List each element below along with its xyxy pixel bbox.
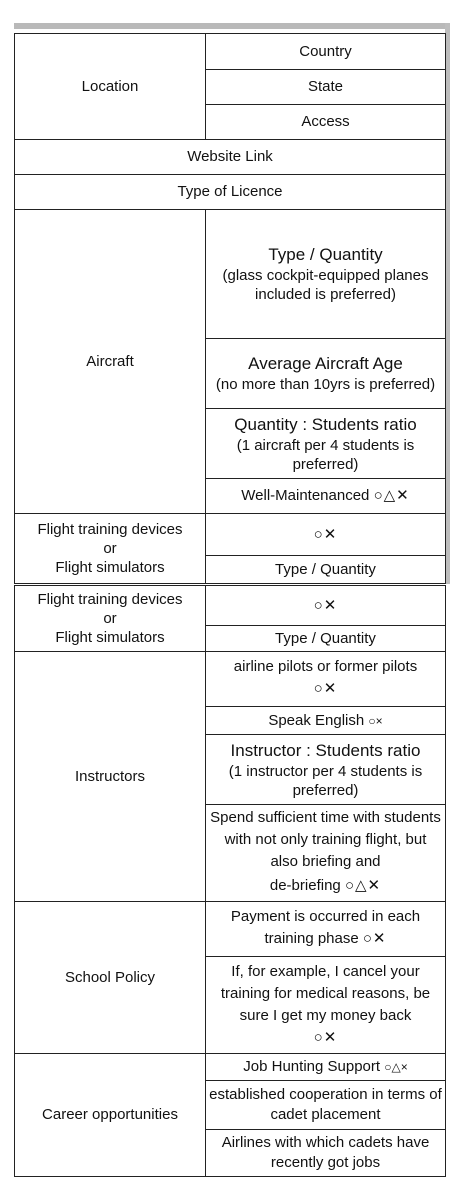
ftd-type-quantity-1: Type / Quantity bbox=[206, 556, 446, 584]
country-cell: Country bbox=[206, 34, 446, 70]
ftd-type-quantity-2: Type / Quantity bbox=[206, 626, 446, 652]
location-label: Location bbox=[15, 34, 206, 140]
aircraft-type-quantity-title: Type / Quantity bbox=[268, 245, 383, 264]
checklist-table-lower bbox=[14, 651, 446, 1177]
aircraft-age-title: Average Aircraft Age bbox=[248, 354, 403, 373]
policy-refund-cell bbox=[206, 957, 446, 1054]
ftd-label-1-line1: Flight training devices bbox=[37, 521, 183, 538]
ftd-marks-2: ○✕ bbox=[206, 586, 446, 626]
ftd-marks-1: ○✕ bbox=[206, 514, 446, 556]
aircraft-maintained-marks: ○△✕ bbox=[373, 487, 410, 504]
career-airlines-cell: Airlines with which cadets have recently got jobs bbox=[206, 1130, 446, 1177]
checklist-table-upper bbox=[14, 33, 446, 584]
ftd-label-2 bbox=[15, 586, 206, 652]
instructors-pilots-text: airline pilots or former pilots bbox=[233, 657, 418, 675]
policy-payment-marks: ○✕ bbox=[362, 929, 387, 947]
aircraft-ratio-title: Quantity : Students ratio bbox=[234, 414, 417, 434]
policy-payment-line bbox=[209, 926, 442, 952]
website-link-row: Website Link bbox=[15, 140, 446, 175]
instructors-english-text: Speak English bbox=[268, 711, 365, 729]
school-policy-label: School Policy bbox=[15, 902, 206, 1054]
career-cooperation-cell: established cooperation in terms of cadet placement bbox=[206, 1081, 446, 1130]
aircraft-age-cell bbox=[206, 339, 446, 409]
aircraft-ratio-note: (1 aircraft per 4 students is preferred) bbox=[236, 436, 415, 473]
policy-payment-cell bbox=[206, 902, 446, 957]
instructors-time-marks: ○△✕ bbox=[344, 877, 382, 894]
instructors-english-marks: ○× bbox=[368, 713, 383, 728]
aircraft-maintained-cell bbox=[206, 479, 446, 514]
instructors-ratio-title: Instructor : Students ratio bbox=[230, 740, 421, 760]
instructors-pilots-cell bbox=[206, 652, 446, 707]
ftd-label-1-line2: or bbox=[103, 540, 117, 557]
policy-payment-text: Payment is occurred in each bbox=[230, 907, 421, 925]
career-job-text: Job Hunting Support bbox=[243, 1058, 381, 1075]
ftd-label-1-line3: Flight simulators bbox=[55, 559, 165, 576]
aircraft-type-quantity-note: (glass cockpit-equipped planes included is preferred) bbox=[222, 267, 429, 303]
aircraft-age-note: (no more than 10yrs is preferred) bbox=[215, 376, 436, 393]
instructors-time-text: Spend sufficient time with students with not only training flight, but also briefing and bbox=[210, 809, 441, 870]
ftd-label-1 bbox=[15, 514, 206, 584]
instructors-time-line bbox=[209, 873, 442, 899]
career-job-cell bbox=[206, 1054, 446, 1081]
instructors-ratio-note: (1 instructor per 4 students is preferred) bbox=[228, 762, 423, 799]
aircraft-ratio-cell bbox=[206, 409, 446, 479]
ftd-label-2-line1: Flight training devices bbox=[37, 591, 183, 608]
instructors-english-cell bbox=[206, 707, 446, 735]
aircraft-type-quantity-cell bbox=[206, 210, 446, 339]
top-border-bar bbox=[14, 23, 445, 29]
instructors-ratio-cell bbox=[206, 735, 446, 805]
aircraft-label: Aircraft bbox=[15, 210, 206, 514]
policy-refund-text: If, for example, I cancel your training for medical reasons, be sure I get my money back bbox=[220, 963, 431, 1024]
state-cell: State bbox=[206, 70, 446, 105]
policy-payment-text-end: training phase bbox=[264, 929, 359, 947]
aircraft-maintained-text: Well-Maintenanced bbox=[241, 487, 370, 504]
policy-refund-marks: ○✕ bbox=[313, 1029, 338, 1046]
access-cell: Access bbox=[206, 105, 446, 140]
instructors-time-text-end: de-briefing bbox=[269, 877, 341, 894]
type-of-licence-row: Type of Licence bbox=[15, 175, 446, 210]
ftd-label-2-line3: Flight simulators bbox=[55, 629, 165, 646]
instructors-pilots-marks: ○✕ bbox=[313, 679, 338, 697]
instructors-label: Instructors bbox=[15, 652, 206, 902]
ftd-label-2-line2: or bbox=[103, 610, 117, 627]
instructors-time-cell bbox=[206, 805, 446, 902]
checklist-table-ftd bbox=[14, 585, 446, 652]
career-label: Career opportunities bbox=[15, 1054, 206, 1177]
career-job-marks: ○△× bbox=[384, 1060, 408, 1074]
